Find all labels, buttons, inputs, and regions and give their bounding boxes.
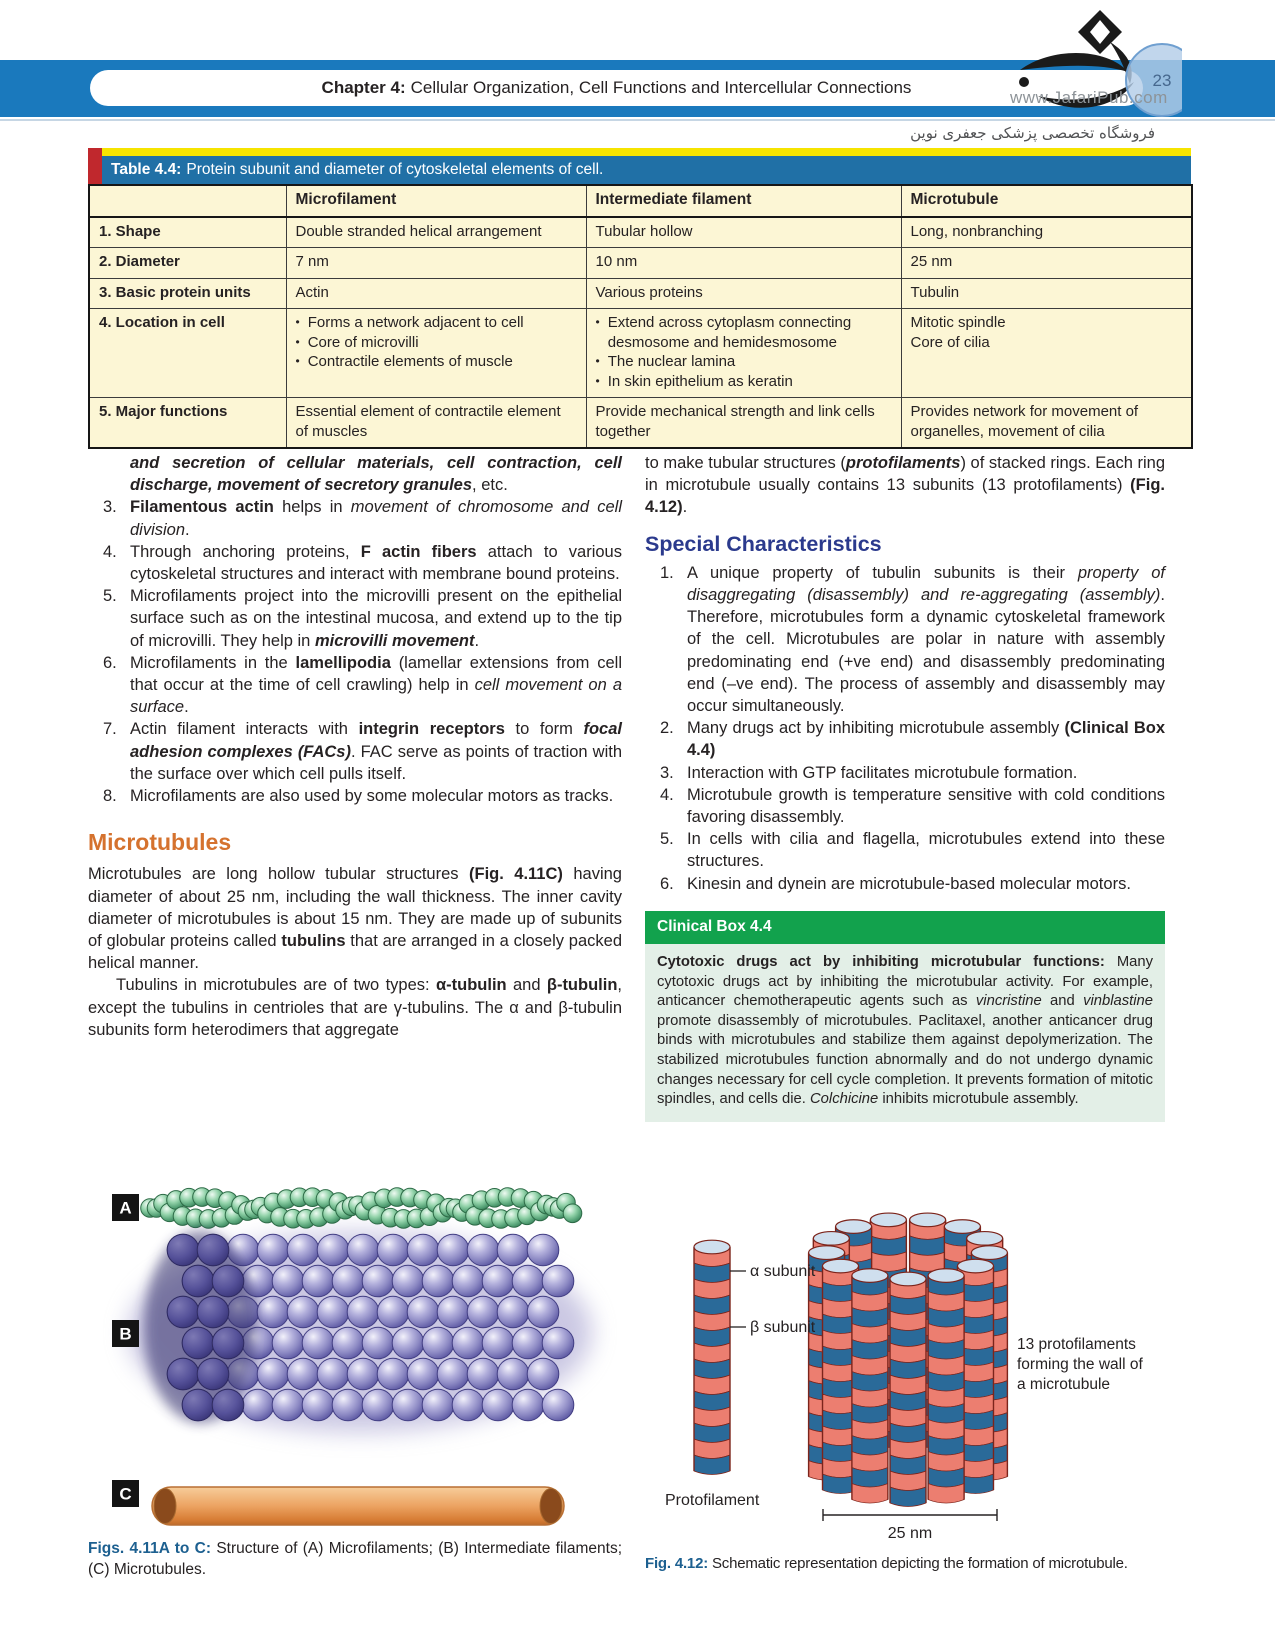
alpha-subunit-label: α subunit [750, 1263, 816, 1280]
microtubules-paragraph-2: Tubulins in microtubules are of two types: α-tubulin and β-tubulin, except the tubulins in centrioles that are γ-tubulins. The α and β-tubulin subunits form heterodimers that aggregate [88, 976, 623, 1039]
table-cell: Tubulin [901, 278, 1192, 309]
list-item-text: Kinesin and dynein are microtubule-based molecular motors. [687, 874, 1131, 893]
column-header: Intermediate filament [586, 185, 901, 217]
wall-label-line2: forming the wall of [1017, 1356, 1143, 1373]
list-item-number: 5. [103, 587, 117, 606]
clinical-box-body: Cytotoxic drugs act by inhibiting microtubular functions: Many cytotoxic drugs act by inhibiting the microtubular activity. For example, anticancer chemotherapeutic agents such as vincristine and vinblastine promote disassembly of microtubules. Paclitaxel, another anticancer drug binds with microtubules and stabilize them against depolymerization. The stabilized microtubules function abnormally and do not undergo dynamic changes necessary for cell cycle completion. It prevents formation of mitotic spindles, and cells die. Colchicine inhibits microtubule assembly. [645, 944, 1165, 1122]
continuation-paragraph-right: to make tubular structures (protofilaments) of stacked rings. Each ring in microtubule usually contains 13 subunits (13 protofilaments) (Fig. 4.12). [645, 454, 1165, 517]
microfilament-strand [141, 1188, 582, 1229]
microtubule-wall-protofilament [928, 1269, 964, 1503]
list-item [88, 718, 622, 785]
figure-4-12-caption: Fig. 4.12: Schematic representation depicting the formation of microtubule. [645, 1555, 1128, 1572]
table-number: Table 4.4: [111, 161, 182, 178]
list-item-text: Microfilaments are also used by some molecular motors as tracks. [130, 787, 614, 806]
panel-label-b [112, 1320, 139, 1347]
list-item-text: Interaction with GTP facilitates microtubule formation. [687, 763, 1078, 782]
table-cell: Double stranded helical arrangement [286, 217, 586, 248]
table-row [89, 398, 1192, 449]
left-column [88, 452, 622, 1041]
table-cell: Long, nonbranching [901, 217, 1192, 248]
list-item-number: 4. [660, 785, 674, 804]
list-item-text: Through anchoring proteins, F actin fibers attach to various cytoskeletal structures and interact with membrane bound proteins. [130, 542, 622, 584]
list-item-text: Many drugs act by inhibiting microtubule assembly (Clinical Box 4.4) [687, 719, 1166, 760]
panel-label-c [112, 1480, 139, 1507]
table-row [89, 309, 1192, 398]
column-header: Microfilament [286, 185, 586, 217]
row-label: 5. Major functions [89, 398, 286, 449]
list-item [645, 873, 1165, 895]
list-item [645, 762, 1165, 784]
section-heading-special-characteristics: Special Characteristics [645, 531, 882, 556]
wall-label-line1: 13 protofilaments [1017, 1336, 1136, 1353]
watermark-text: www.JafariPub.com [1010, 88, 1168, 107]
right-column [645, 452, 1165, 1122]
list-item-number: 5. [660, 830, 674, 849]
table-cell: • Forms a network adjacent to cell • Core of microvilli • Contractile elements of muscle [286, 309, 586, 398]
clinical-box-title: Clinical Box 4.4 [645, 911, 1165, 944]
page-number: 23 [1152, 71, 1172, 90]
store-name-text: فروشگاه تخصصی پزشکی جعفری نوین [910, 124, 1155, 142]
list-item [88, 496, 622, 540]
list-item [88, 652, 622, 719]
scale-label: 25 nm [887, 1525, 933, 1542]
list-item-number: 6. [660, 874, 674, 893]
chapter-number: Chapter 4: [321, 78, 406, 97]
chapter-title: Cellular Organization, Cell Functions and Intercellular Connections [410, 78, 912, 97]
table-row [89, 248, 1192, 279]
wall-label-line3: a microtubule [1017, 1376, 1111, 1393]
svg-text:A: A [119, 1198, 132, 1218]
list-item-number: 2. [660, 719, 674, 738]
svg-text:C: C [119, 1484, 132, 1504]
list-item [645, 784, 1165, 828]
table-title-text: Protein subunit and diameter of cytoskeletal elements of cell. [186, 161, 604, 178]
table-cell: Various proteins [586, 278, 901, 309]
continuation-paragraph: and secretion of cellular materials, cell contraction, cell discharge, movement of secretory granules, etc. [130, 454, 622, 495]
list-item [645, 562, 1165, 717]
chapter-title-bar [90, 70, 1143, 106]
table-cell: 7 nm [286, 248, 586, 279]
figure-4-11-illustrations [128, 1188, 592, 1525]
figure-4-11-caption: Figs. 4.11A to C: Structure of (A) Microfilaments; (B) Intermediate filaments; (C) Microtubules. [88, 1540, 622, 1578]
list-item-number: 3. [103, 498, 117, 517]
table-cell: 25 nm [901, 248, 1192, 279]
table-cell: Mitotic spindle Core of cilia [901, 309, 1192, 398]
figure-4-12-caption-label: Fig. 4.12: [645, 1555, 709, 1572]
table-row [89, 217, 1192, 248]
table-header-row [89, 185, 1192, 217]
table-row [89, 278, 1192, 309]
list-item-text: Microfilaments in the lamellipodia (lamellar extensions from cell that occur at the time of cell crawling) help in cell movement on a surface. [130, 653, 622, 717]
list-item [88, 785, 622, 807]
corner-cell [89, 185, 286, 217]
protofilament-single [694, 1240, 730, 1474]
list-item-text: Microfilaments project into the microvilli present on the epithelial surface such as on the intestinal mucosa, and extend up to the tip of microvilli. They help in microvilli movement. [130, 587, 622, 650]
microtubule-wall-protofilament [852, 1269, 888, 1503]
table-title-red-accent [88, 148, 102, 184]
row-label: 3. Basic protein units [89, 278, 286, 309]
table-title-bar [88, 148, 1191, 184]
row-label: 2. Diameter [89, 248, 286, 279]
figure-4-12 [645, 1205, 1165, 1550]
table-body [89, 217, 1192, 449]
table-cell: 10 nm [586, 248, 901, 279]
table-title [102, 156, 1191, 184]
microtubule-wall-protofilament [890, 1272, 926, 1506]
figure-4-11-caption-label: Figs. 4.11A to C: [88, 1540, 212, 1557]
microtubule-cylinder [152, 1487, 564, 1525]
row-label: 1. Shape [89, 217, 286, 248]
list-item [645, 717, 1165, 761]
list-item-number: 8. [103, 787, 117, 806]
list-item-number: 1. [660, 563, 674, 582]
table-title-yellow-strip [102, 148, 1191, 156]
list-item-number: 4. [103, 542, 117, 561]
scale-bar [823, 1509, 997, 1521]
figure-4-11 [88, 1180, 623, 1532]
figure-4-12-illustrations [694, 1213, 1007, 1506]
list-item-number: 3. [660, 763, 674, 782]
special-characteristics-list [645, 562, 1165, 895]
list-item [645, 828, 1165, 872]
list-item-number: 6. [103, 653, 117, 672]
clinical-box [645, 911, 1165, 1122]
list-item-number: 7. [103, 720, 117, 739]
panel-label-a [112, 1194, 139, 1221]
table-cell: Provide mechanical strength and link cells together [586, 398, 901, 449]
list-item-text: Filamentous actin helps in movement of chromosome and cell division. [130, 498, 622, 539]
microtubules-paragraph-1: Microtubules are long hollow tubular structures (Fig. 4.11C) having diameter of about 25 nm, including the wall thickness. The inner cavity diameter of microtubules is about 15 nm. They are made up of subunits of globular proteins called tubulins that are arranged in a closely packed helical manner. [88, 865, 623, 973]
section-heading-microtubules: Microtubules [88, 829, 232, 856]
list-item [88, 541, 622, 585]
svg-text:B: B [119, 1324, 132, 1344]
column-header: Microtubule [901, 185, 1192, 217]
microfilament-list [88, 496, 622, 807]
protofilament-label: Protofilament [665, 1492, 760, 1509]
list-item-text: Actin filament interacts with integrin receptors to form focal adhesion complexes (FACs). FAC serve as points of traction with the surface over which cell pulls itself. [130, 720, 622, 783]
table-cell: Tubular hollow [586, 217, 901, 248]
table-cell: Actin [286, 278, 586, 309]
table-4-4 [88, 148, 1191, 449]
table-cell: • Extend across cytoplasm connecting desmosome and hemidesmosome • The nuclear lamina • In skin epithelium as keratin [586, 309, 901, 398]
beta-subunit-label: β subunit [750, 1319, 816, 1336]
list-item [88, 585, 622, 652]
row-label: 4. Location in cell [89, 309, 286, 398]
table-cell: Provides network for movement of organelles, movement of cilia [901, 398, 1192, 449]
list-item-text: A unique property of tubulin subunits is their property of disaggregating (disassembly) and re-aggregating (assembly). Therefore, microtubules form a dynamic cytoskeletal framework of the cell. Microtubules are polar in nature with assembly predominating end (+ve end) and disassembly predominating end (–ve end). The process of assembly and disassembly may occur simultaneously. [687, 563, 1166, 716]
list-item-text: In cells with cilia and flagella, microtubules extend into these structures. [687, 830, 1165, 871]
list-item-text: Microtubule growth is temperature sensitive with cold conditions favoring disassembly. [687, 785, 1165, 827]
intermediate-filament-tube [144, 1231, 574, 1423]
table-cell: Essential element of contractile element of muscles [286, 398, 586, 449]
cytoskeleton-table [88, 184, 1193, 449]
publisher-logo-icon [1012, 8, 1182, 138]
